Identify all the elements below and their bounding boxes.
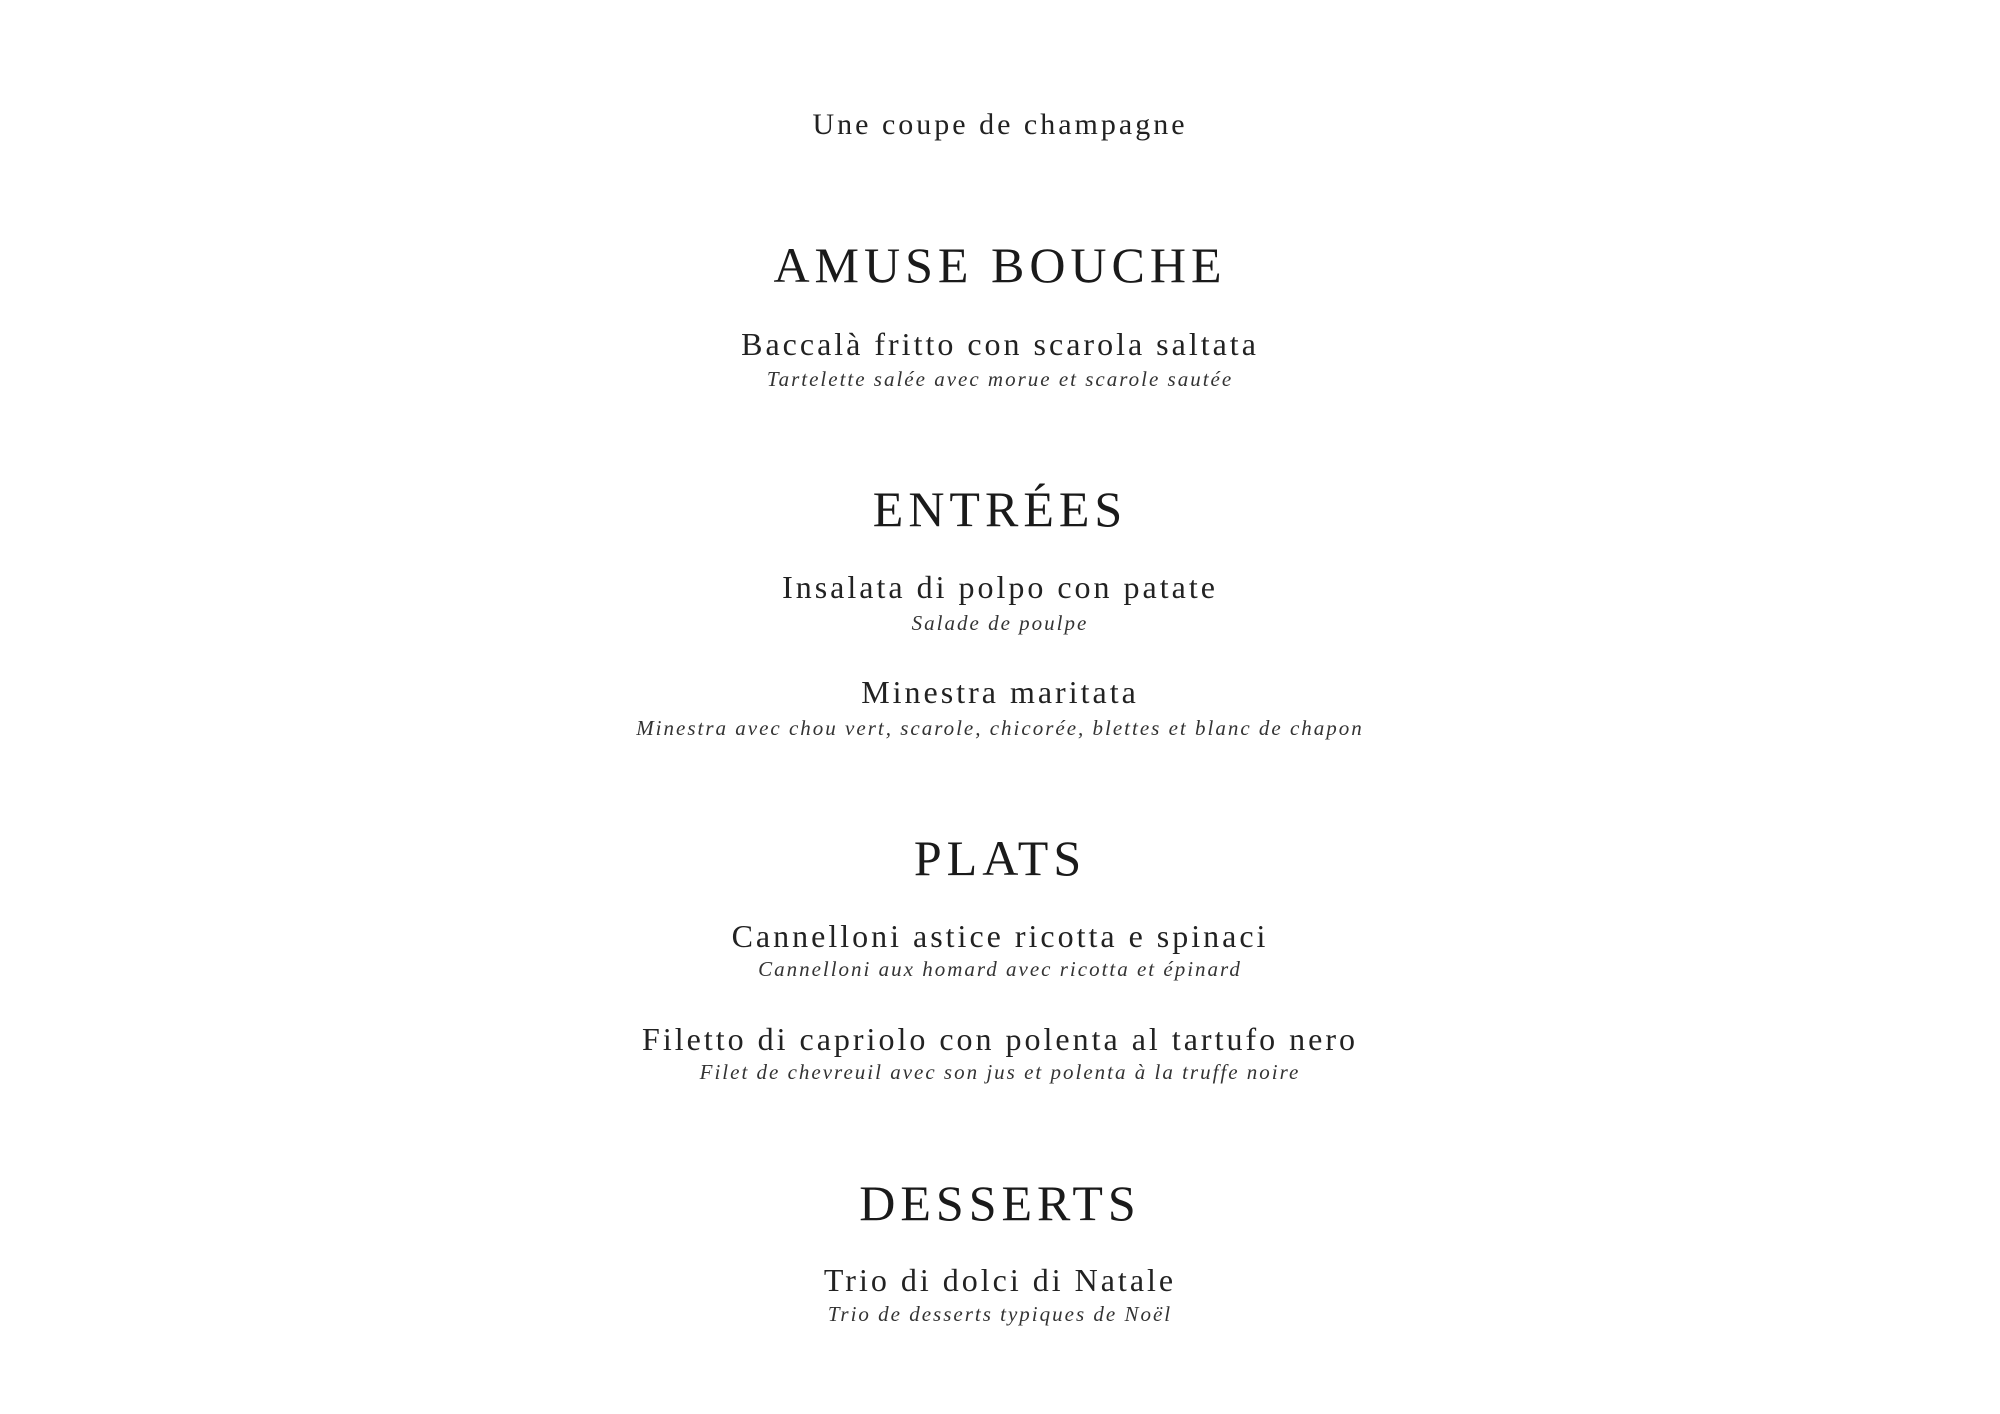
dish-name: Trio di dolci di Natale xyxy=(823,1262,1177,1298)
dish-description: Tartelette salée avec morue et scarole sautée xyxy=(766,367,1234,391)
dish-name: Insalata di polpo con patate xyxy=(782,569,1218,605)
dish-name: Minestra maritata xyxy=(861,674,1139,710)
dish-description: Filet de chevreuil avec son jus et polenta à la truffe noire xyxy=(699,1060,1301,1084)
dish-description: Trio de desserts typiques de Noël xyxy=(827,1302,1173,1326)
dish-name: Filetto di capriolo con polenta al tartufo nero xyxy=(642,1021,1358,1057)
dish-name: Baccalà fritto con scarola saltata xyxy=(741,326,1259,362)
section-title-plats: PLATS xyxy=(913,830,1087,886)
section-title-amuse-bouche: AMUSE BOUCHE xyxy=(773,237,1227,293)
dish-description: Cannelloni aux homard avec ricotta et épinard xyxy=(758,957,1242,981)
intro-line: Une coupe de champagne xyxy=(812,108,1188,141)
dish-description: Salade de poulpe xyxy=(911,611,1089,635)
dish-description: Minestra avec chou vert, scarole, chicorée, blettes et blanc de chapon xyxy=(636,716,1364,740)
section-title-entrees: ENTRÉES xyxy=(872,481,1128,537)
dish-name: Cannelloni astice ricotta e spinaci xyxy=(731,918,1269,954)
section-title-desserts: DESSERTS xyxy=(859,1175,1141,1231)
